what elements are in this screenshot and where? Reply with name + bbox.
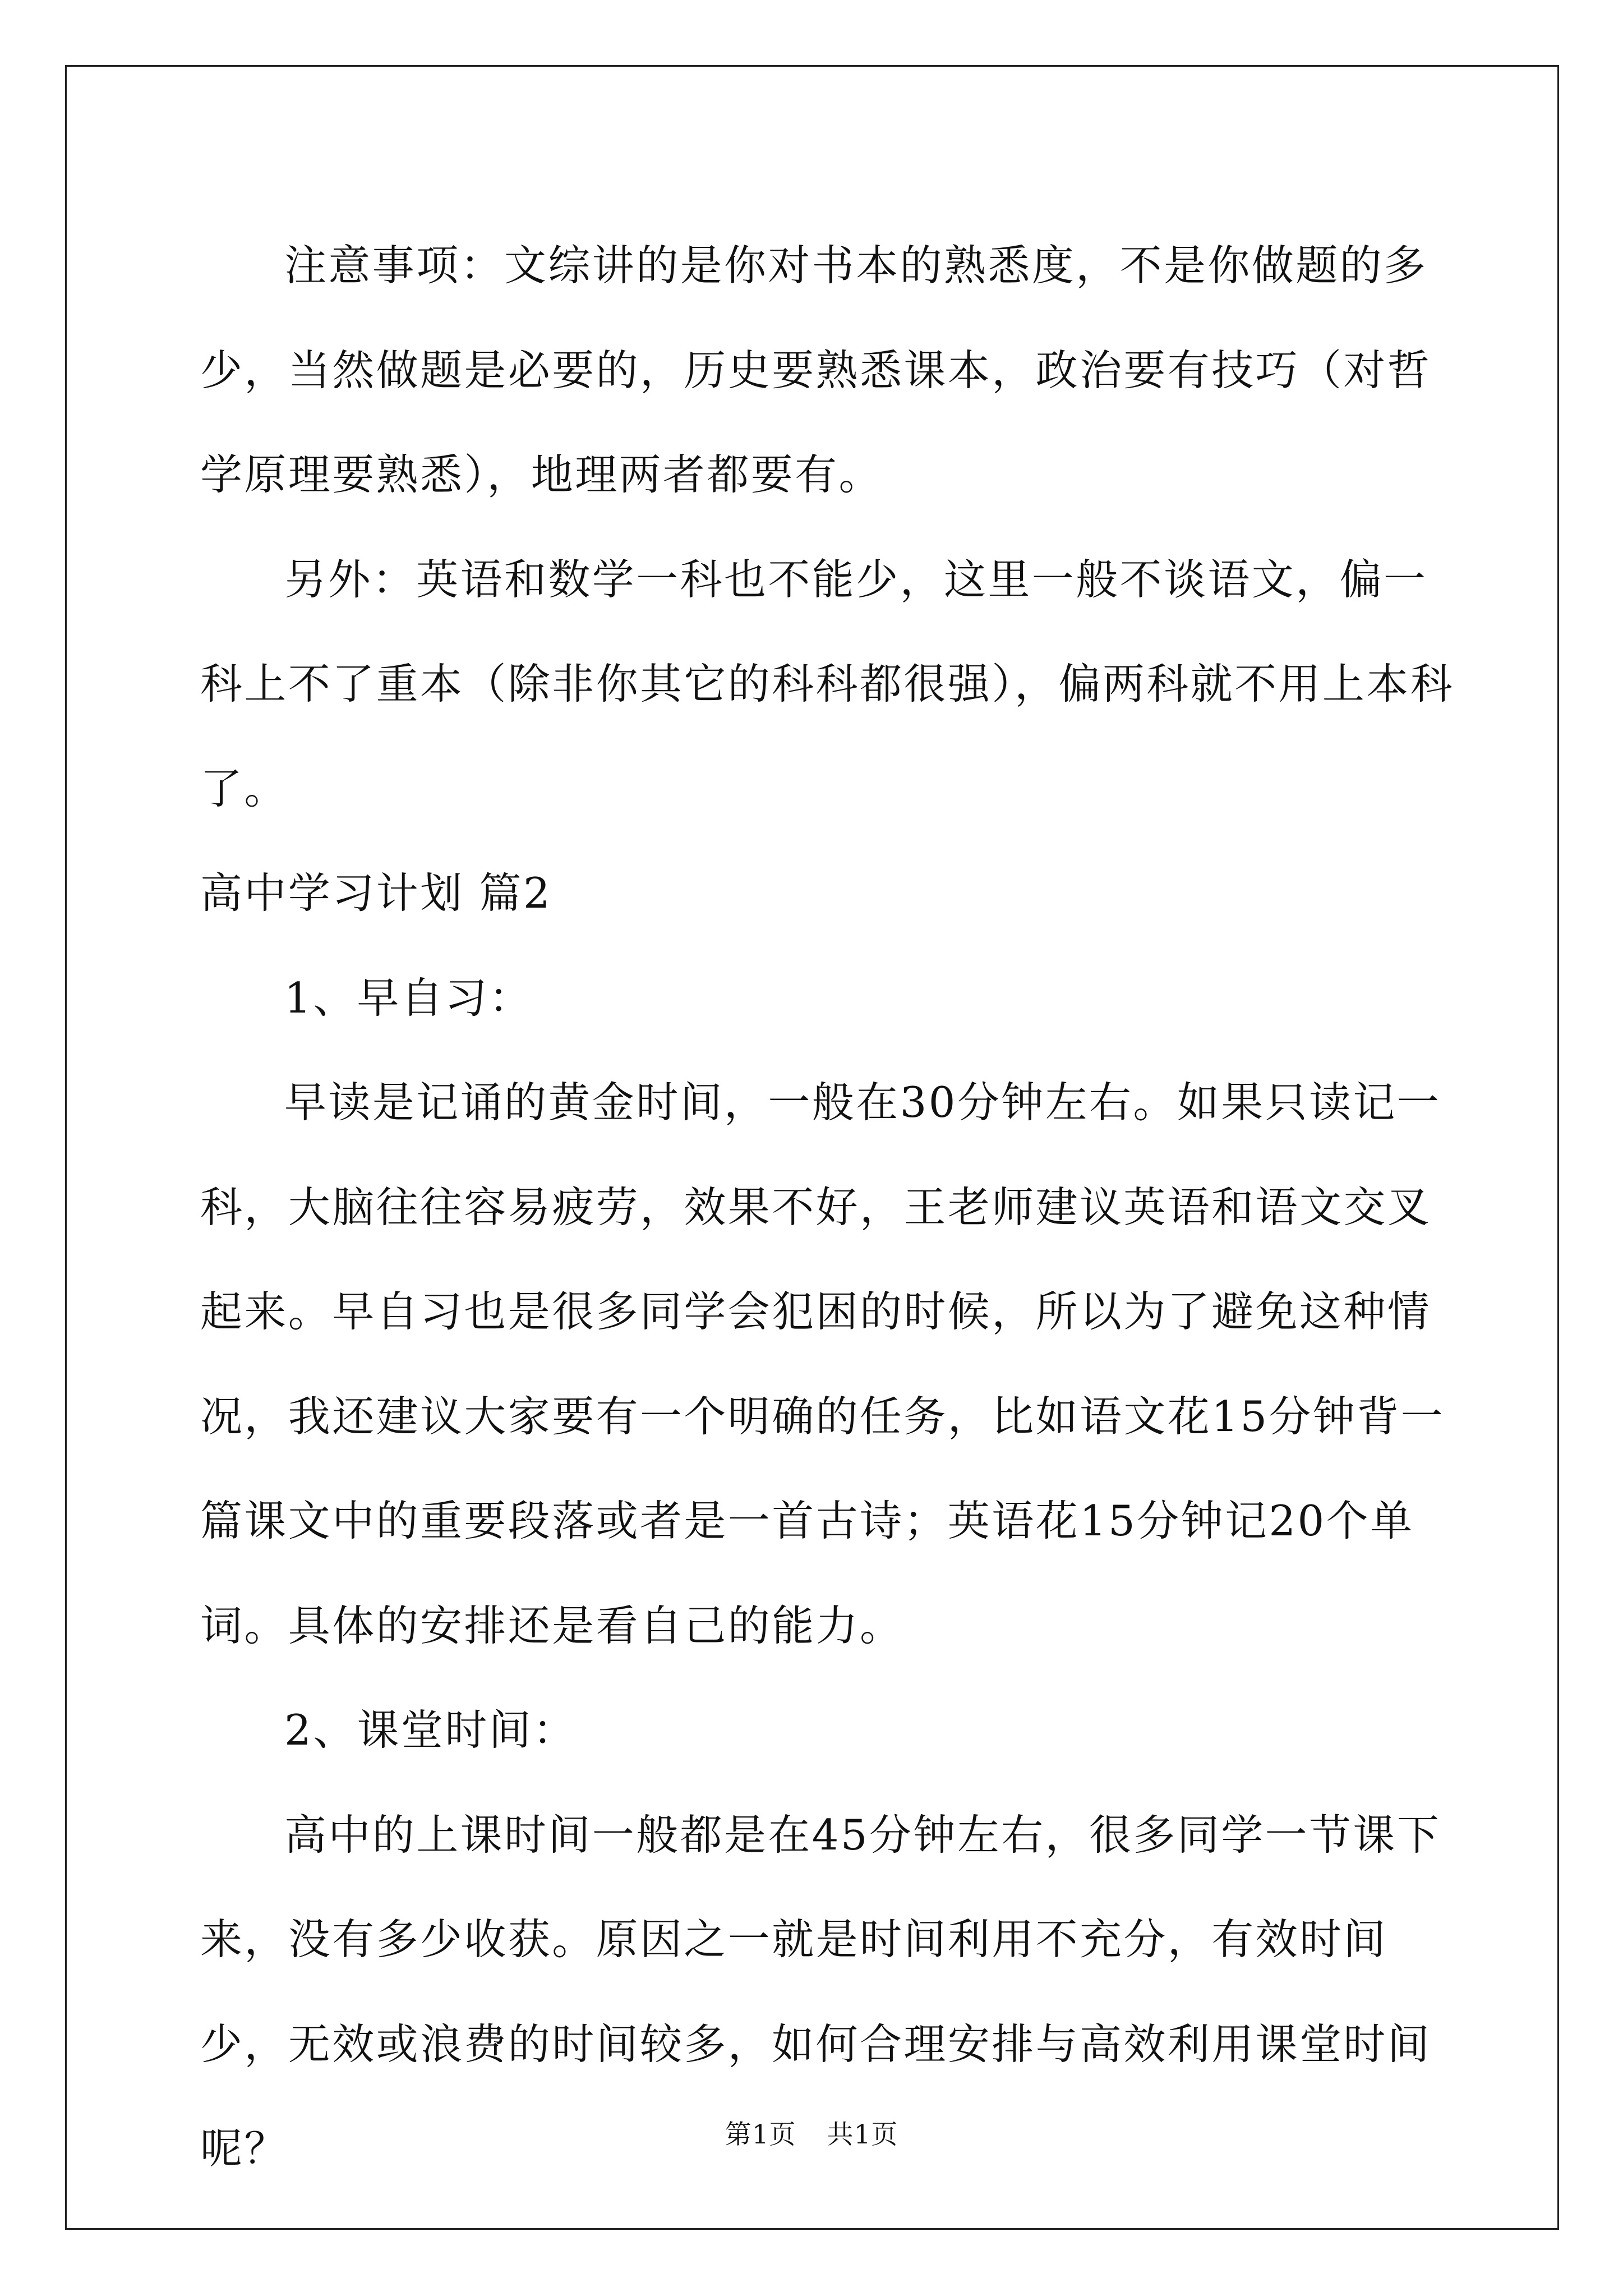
subheading-class-time: 2、课堂时间：: [284, 1705, 577, 1755]
document-body: [200, 213, 1456, 2201]
paragraph-additionally: 另外：英语和数学一科也不能少，这里一般不谈语文，偏一科上不了重本（除非你其它的科科都很强），偏两科就不用上本科了。: [200, 554, 1455, 813]
section-heading: 高中学习计划 篇2: [200, 868, 552, 918]
paragraph-notes: 注意事项：文综讲的是你对书本的熟悉度，不是你做题的多少，当然做题是必要的，历史要熟悉课本，政治要有技巧（对哲学原理要熟悉），地理两者都要有。: [200, 241, 1432, 499]
page-footer: [0, 2114, 1623, 2151]
subheading-morning-study: 1、早自习：: [284, 973, 533, 1023]
paragraph-morning-reading: 早读是记诵的黄金时间，一般在30分钟左右。如果只读记一科，大脑往往容易疲劳，效果不好，王老师建议英语和语文交叉起来。早自习也是很多同学会犯困的时候，所以为了避免这种情况，我还建议大家要有一个明确的任务，比如语文花15分钟背一篇课文中的重要段落或者是一首古诗；英语花15分钟记20个单词。具体的安排还是看自己的能力。: [200, 1078, 1445, 1650]
page-total: 共1页: [827, 2119, 898, 2150]
page-number: 第1页: [725, 2119, 796, 2150]
paragraph-class-time: 高中的上课时间一般都是在45分钟左右，很多同学一节课下来，没有多少收获。原因之一就是时间利用不充分，有效时间少，无效或浪费的时间较多，如何合理安排与高效利用课堂时间呢？: [200, 1810, 1441, 2173]
